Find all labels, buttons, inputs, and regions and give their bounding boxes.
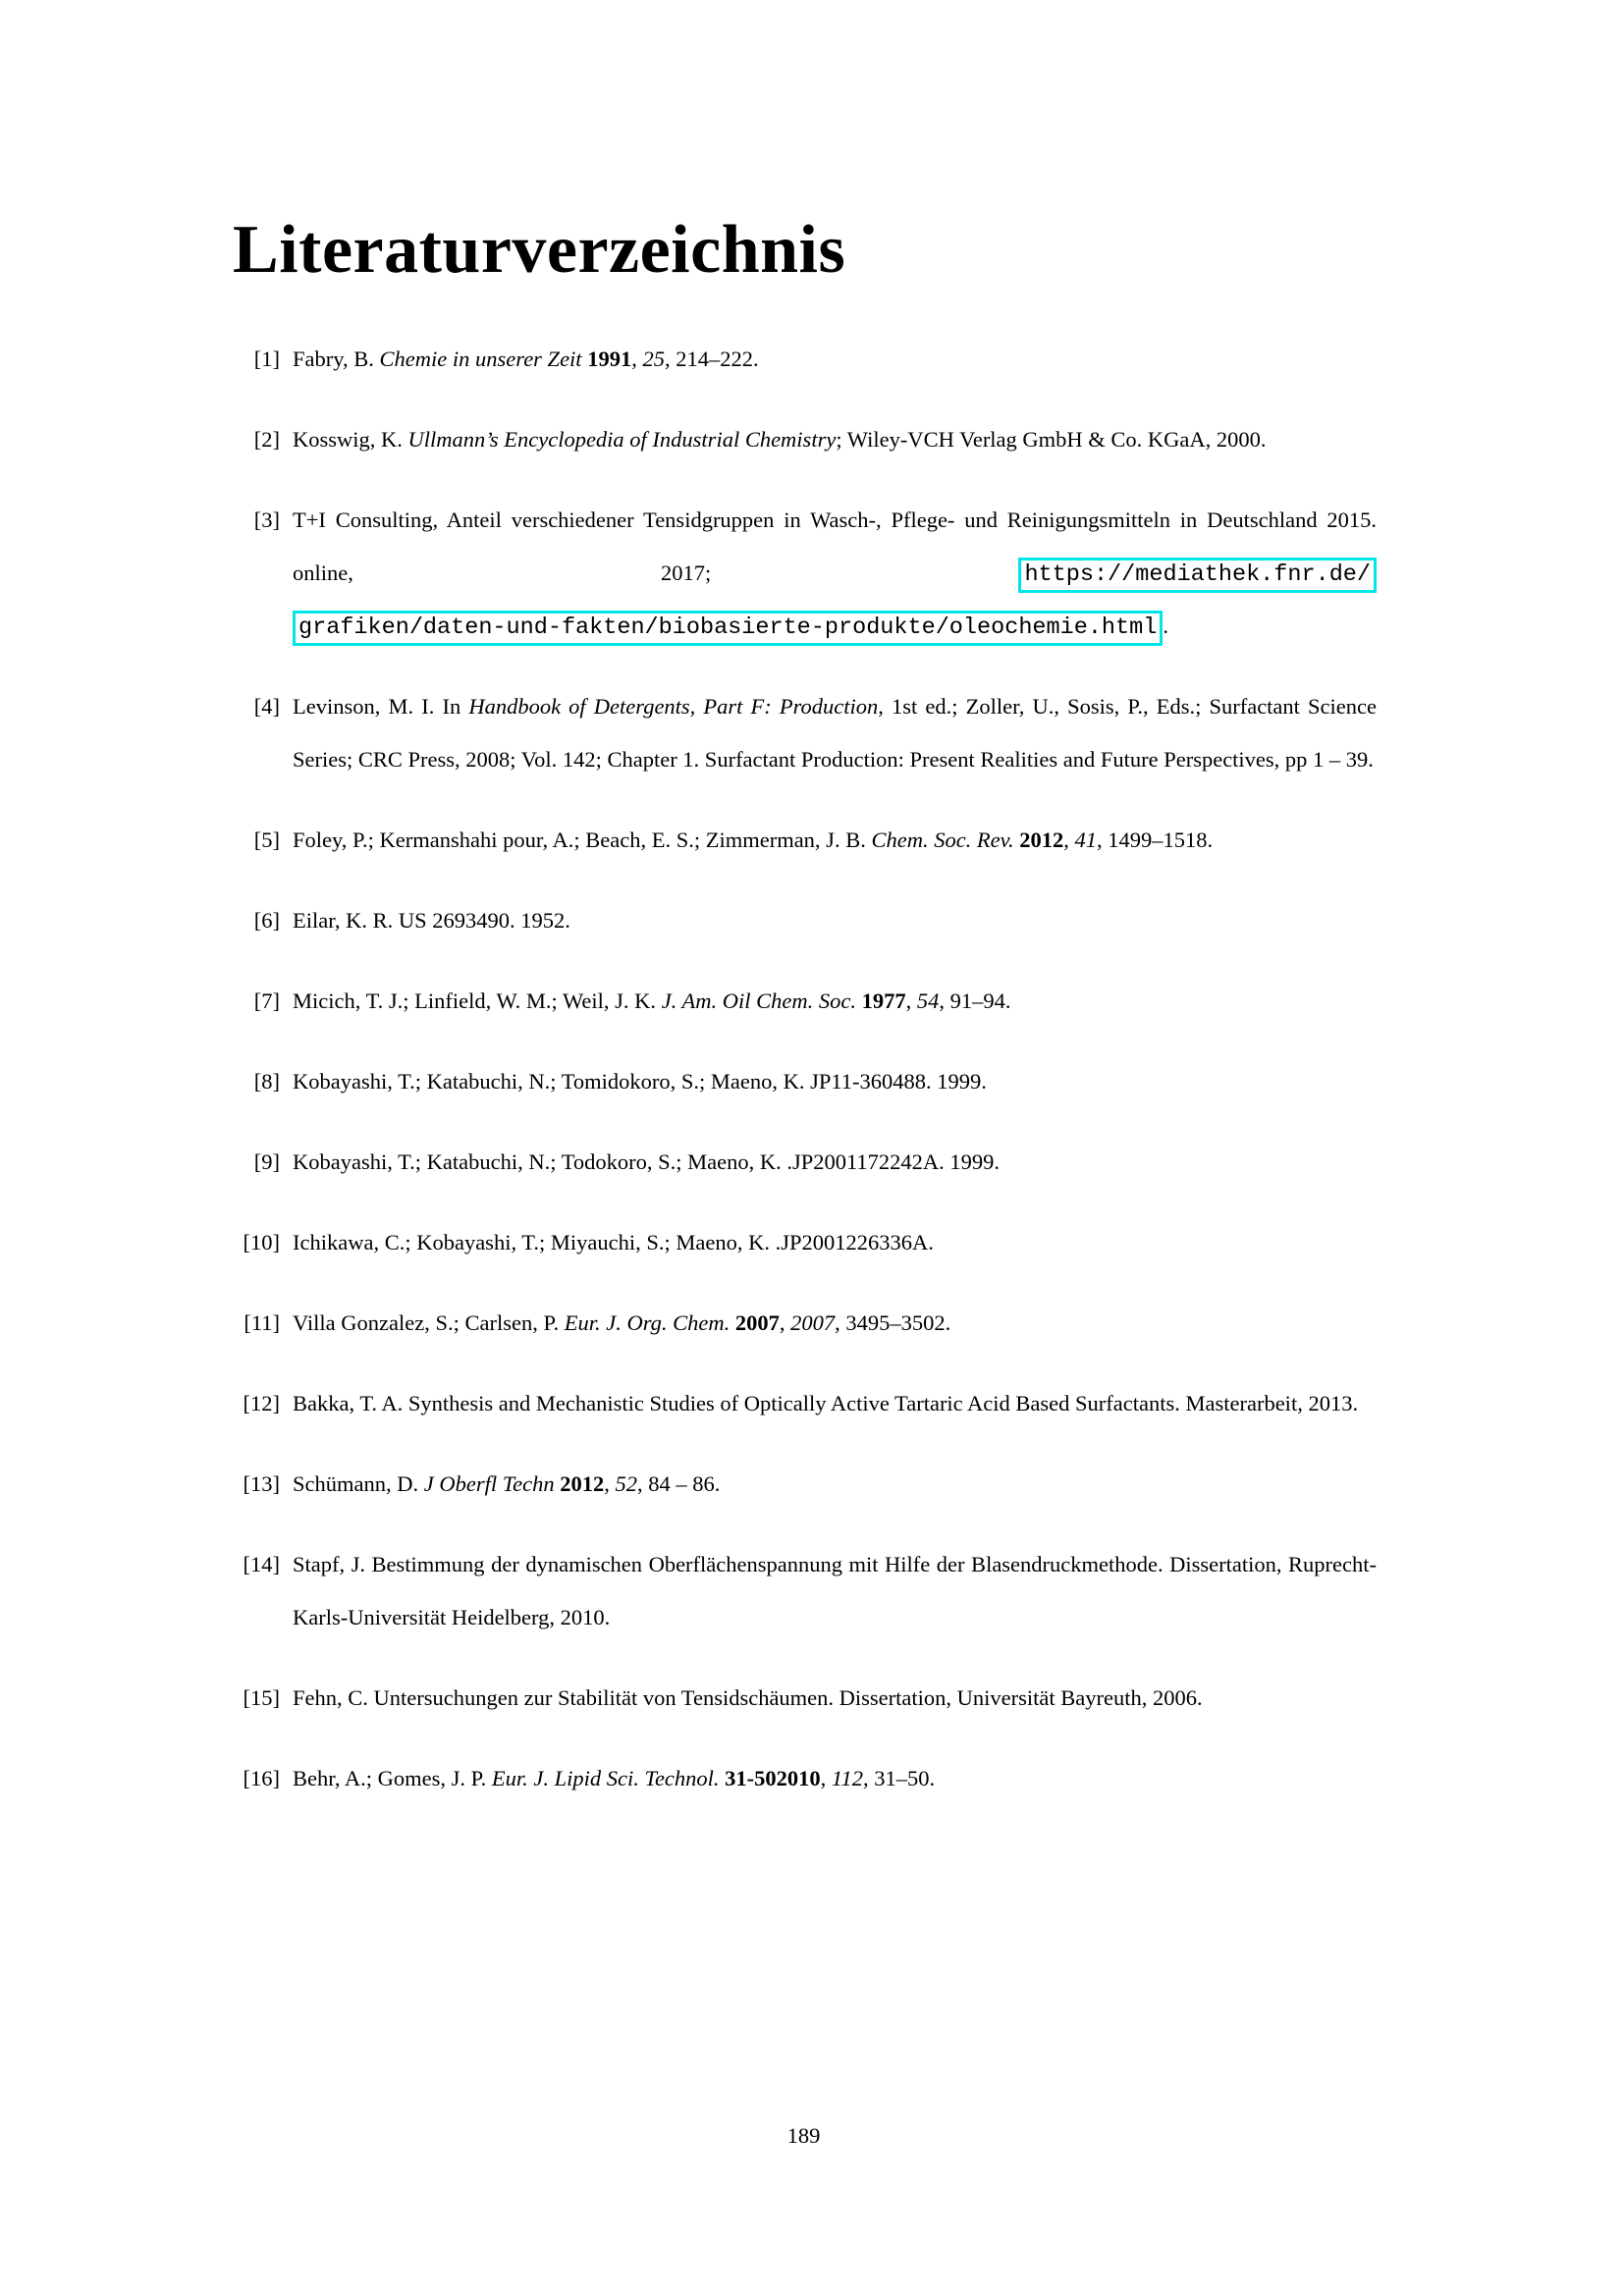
reference-text: 31-502010: [725, 1766, 821, 1790]
reference-text: ,: [604, 1471, 616, 1496]
reference-item: [253, 494, 1377, 653]
reference-label: [4]: [253, 694, 280, 719]
reference-item: [253, 1136, 1377, 1189]
reference-text: ,: [779, 1310, 791, 1335]
reference-item: [243, 1377, 1377, 1430]
reference-text: T+I Consulting, Anteil verschiedener Tensidgruppen in Wasch-, Pflege- und Reinigungsmitteln in Deutschland 2015. online, 2017;: [293, 507, 1377, 585]
reference-label: [12]: [243, 1391, 280, 1415]
reference-text: Chemie in unserer Zeit: [379, 347, 582, 371]
reference-text: 2012: [1019, 828, 1064, 852]
reference-item: [243, 1538, 1377, 1644]
reference-text: , 3495–3502.: [835, 1310, 951, 1335]
reference-text: Fabry, B.: [293, 347, 380, 371]
reference-text: 2007: [790, 1310, 836, 1335]
reference-text: Ichikawa, C.; Kobayashi, T.; Miyauchi, S.; Maeno, K. .JP2001226336A.: [293, 1230, 934, 1255]
reference-text: 2012: [560, 1471, 605, 1496]
reference-text: ,: [1063, 828, 1075, 852]
reference-text: .: [1163, 614, 1168, 638]
reference-text: , 91–94.: [939, 988, 1011, 1013]
reference-label: [16]: [243, 1766, 280, 1790]
url-link[interactable]: grafiken/daten-und-fakten/biobasierte-produkte/oleochemie.html: [293, 611, 1163, 646]
reference-text: , 84 – 86.: [637, 1471, 721, 1496]
reference-item: [253, 680, 1377, 786]
reference-list: [243, 333, 1377, 1805]
reference-text: J. Am. Oil Chem. Soc.: [661, 988, 856, 1013]
reference-text: ,: [820, 1766, 832, 1790]
reference-text: Chem. Soc. Rev.: [871, 828, 1014, 852]
reference-item: [243, 1752, 1377, 1805]
reference-text: 1991: [587, 347, 632, 371]
reference-text: , 31–50.: [863, 1766, 936, 1790]
reference-item: [244, 1297, 1377, 1350]
reference-text: Fehn, C. Untersuchungen zur Stabilität von Tensidschäumen. Dissertation, Universität Bayreuth, 2006.: [293, 1685, 1203, 1710]
reference-item: [243, 1672, 1377, 1725]
page-number: 189: [786, 2123, 821, 2148]
reference-text: 41: [1074, 828, 1097, 852]
reference-text: Eilar, K. R. US 2693490. 1952.: [293, 908, 570, 933]
reference-label: [15]: [243, 1685, 280, 1710]
url-link[interactable]: https://mediathek.fnr.de/: [1018, 558, 1377, 593]
reference-label: [5]: [253, 828, 280, 852]
reference-text: ,: [631, 347, 643, 371]
reference-text: Handbook of Detergents, Part F: Production: [468, 694, 879, 719]
reference-text: Kobayashi, T.; Katabuchi, N.; Tomidokoro, S.; Maeno, K. JP11-360488. 1999.: [293, 1069, 987, 1094]
reference-label: [9]: [253, 1149, 280, 1174]
reference-label: [3]: [253, 507, 280, 532]
reference-text: Eur. J. Org. Chem.: [564, 1310, 731, 1335]
reference-text: Kosswig, K.: [293, 427, 408, 452]
reference-text: 2007: [734, 1310, 780, 1335]
reference-label: [14]: [243, 1552, 280, 1576]
reference-item: [253, 814, 1377, 867]
page-title: Literaturverzeichnis: [233, 212, 846, 288]
reference-item: [253, 975, 1377, 1028]
reference-label: [8]: [253, 1069, 280, 1094]
reference-label: [11]: [244, 1310, 280, 1335]
reference-item: [253, 1055, 1377, 1108]
reference-text: 112: [831, 1766, 864, 1790]
reference-text: Schümann, D.: [293, 1471, 424, 1496]
reference-text: 25: [642, 347, 665, 371]
reference-item: [253, 413, 1377, 466]
reference-label: [2]: [253, 427, 280, 452]
reference-label: [10]: [243, 1230, 280, 1255]
reference-text: , 214–222.: [664, 347, 759, 371]
reference-text: ,: [905, 988, 917, 1013]
reference-text: 1977: [861, 988, 906, 1013]
reference-text: J Oberfl Techn: [423, 1471, 555, 1496]
reference-item: [243, 1216, 1377, 1269]
reference-text: Foley, P.; Kermanshahi pour, A.; Beach, E. S.; Zimmerman, J. B.: [293, 828, 872, 852]
reference-text: Ullmann’s Encyclopedia of Industrial Chemistry: [407, 427, 837, 452]
reference-text: Levinson, M. I. In: [293, 694, 469, 719]
reference-item: [243, 1458, 1377, 1511]
reference-text: Micich, T. J.; Linfield, W. M.; Weil, J. K.: [293, 988, 662, 1013]
reference-text: , 1st ed.; Zoller, U., Sosis, P., Eds.; Surfactant Science Series; CRC Press, 2008; Vol. 142; Chapter 1. Surfactant Production: Present Realities and Future Perspectives, pp 1 – 39.: [293, 694, 1377, 772]
reference-label: [13]: [243, 1471, 280, 1496]
reference-text: , 1499–1518.: [1096, 828, 1214, 852]
reference-text: Behr, A.; Gomes, J. P.: [293, 1766, 492, 1790]
reference-item: [253, 894, 1377, 947]
reference-text: Stapf, J. Bestimmung der dynamischen Oberflächenspannung mit Hilfe der Blasendruckmethode. Dissertation, Ruprecht-Karls-Universität Heidelberg, 2010.: [293, 1552, 1377, 1629]
reference-label: [6]: [253, 908, 280, 933]
reference-text: 52: [615, 1471, 638, 1496]
reference-item: [253, 333, 1377, 386]
reference-text: ; Wiley-VCH Verlag GmbH & Co. KGaA, 2000.: [836, 427, 1267, 452]
reference-text: Eur. J. Lipid Sci. Technol.: [491, 1766, 720, 1790]
reference-text: Villa Gonzalez, S.; Carlsen, P.: [293, 1310, 565, 1335]
reference-text: 54: [916, 988, 940, 1013]
reference-label: [7]: [253, 988, 280, 1013]
reference-label: [1]: [253, 347, 280, 371]
reference-text: Bakka, T. A. Synthesis and Mechanistic Studies of Optically Active Tartaric Acid Based Surfactants. Masterarbeit, 2013.: [293, 1391, 1359, 1415]
reference-text: Kobayashi, T.; Katabuchi, N.; Todokoro, S.; Maeno, K. .JP2001172242A. 1999.: [293, 1149, 1001, 1174]
